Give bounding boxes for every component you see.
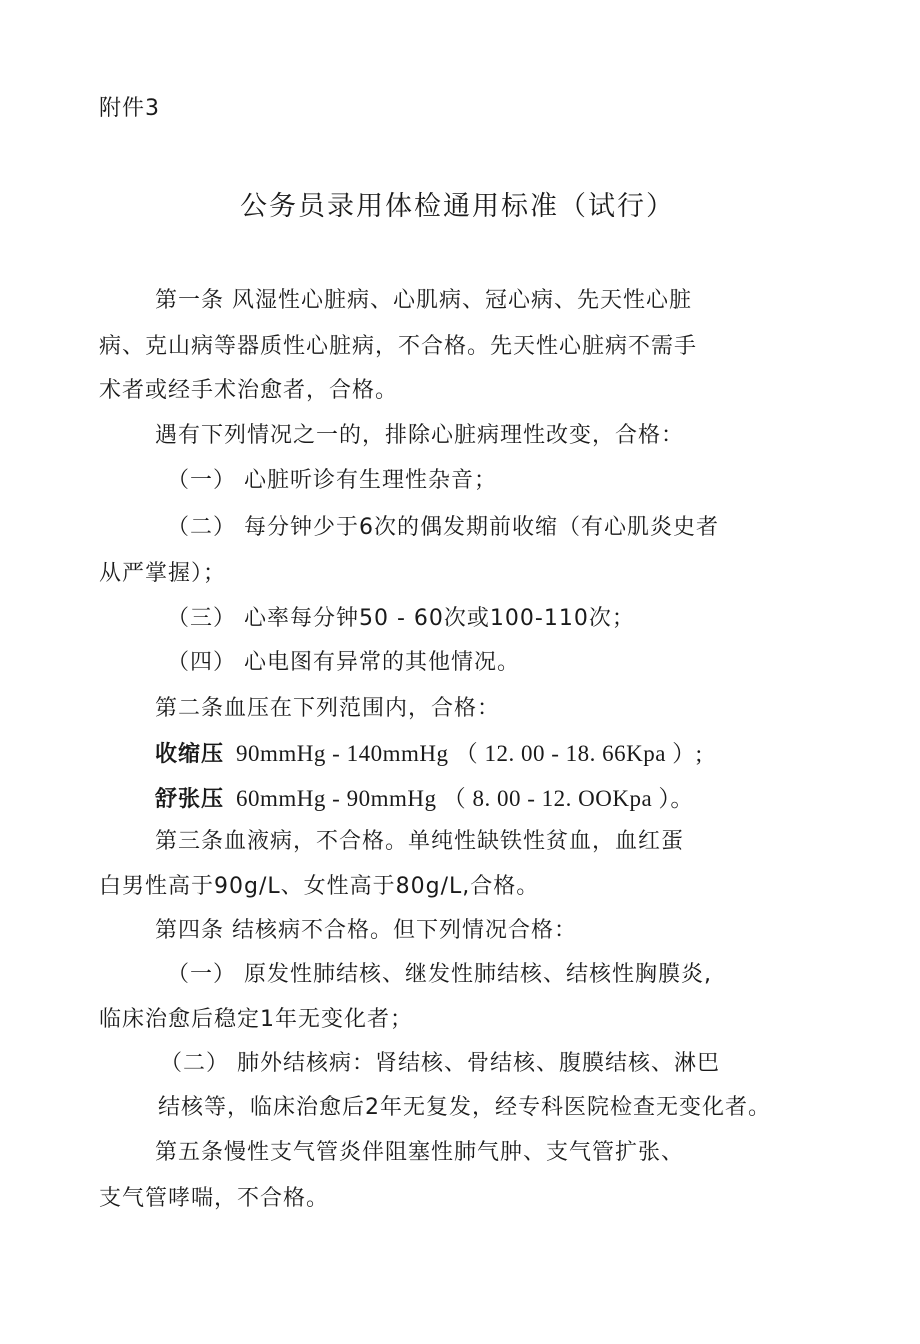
article-4-item-1-cont: 临床治愈后稳定1年无变化者； [99,1007,413,1032]
article-2-intro: 第二条血压在下列范围内，合格： [155,696,501,721]
article-1-item-4: （四） 心电图有异常的其他情况。 [167,650,520,675]
article-3-line-2: 白男性高于90g/L、女性高于80g/L,合格。 [99,874,540,899]
article-1-line-3: 术者或经手术治愈者，合格。 [99,378,399,403]
article-5-line-2: 支气管哮喘，不合格。 [99,1186,330,1211]
document-title: 公务员录用体检通用标准（试行） [240,191,675,222]
article-1-intro: 遇有下列情况之一的，排除心脏病理性改变，合格： [155,423,685,448]
bp-row-systolic [155,739,703,770]
article-4-item-2-cont: 结核等，临床治愈后2年无复发，经专科医院检查无变化者。 [158,1095,771,1120]
article-1-line-1: 第一条 风湿性心脏病、心肌病、冠心病、先天性心脏 [155,288,692,313]
attachment-label: 附件3 [99,96,160,121]
bp-label-diastolic: 舒张压 [155,787,225,812]
bp-label-systolic: 收缩压 [155,742,225,767]
article-5-line-1: 第五条慢性支气管炎伴阻塞性肺气肿、支气管扩张、 [155,1140,685,1165]
article-1-item-3: （三） 心率每分钟50 - 60次或100-110次； [167,606,635,631]
bp-row-diastolic [155,784,694,815]
article-4-item-1: （一） 原发性肺结核、继发性肺结核、结核性胸膜炎, [167,962,712,987]
article-4-item-2: （二） 肺外结核病：肾结核、骨结核、腹膜结核、淋巴 [160,1051,720,1076]
article-1-item-2: （二） 每分钟少于6次的偶发期前收缩（有心肌炎史者 [167,515,719,540]
bp-value-systolic: 90mmHg - 140mmHg （ 12. 00 - 18. 66Kpa ）; [236,741,703,766]
article-1-item-2-cont: 从严掌握）； [99,561,227,586]
article-4-intro: 第四条 结核病不合格。但下列情况合格： [155,918,577,943]
article-3-line-1: 第三条血液病，不合格。单纯性缺铁性贫血，血红蛋 [155,829,685,854]
article-1-item-1: （一） 心脏听诊有生理性杂音； [167,468,497,493]
bp-value-diastolic: 60mmHg - 90mmHg （ 8. 00 - 12. OOKpa ）。 [236,786,694,811]
article-1-line-2: 病、克山病等器质性心脏病，不合格。先天性心脏病不需手 [99,334,698,359]
